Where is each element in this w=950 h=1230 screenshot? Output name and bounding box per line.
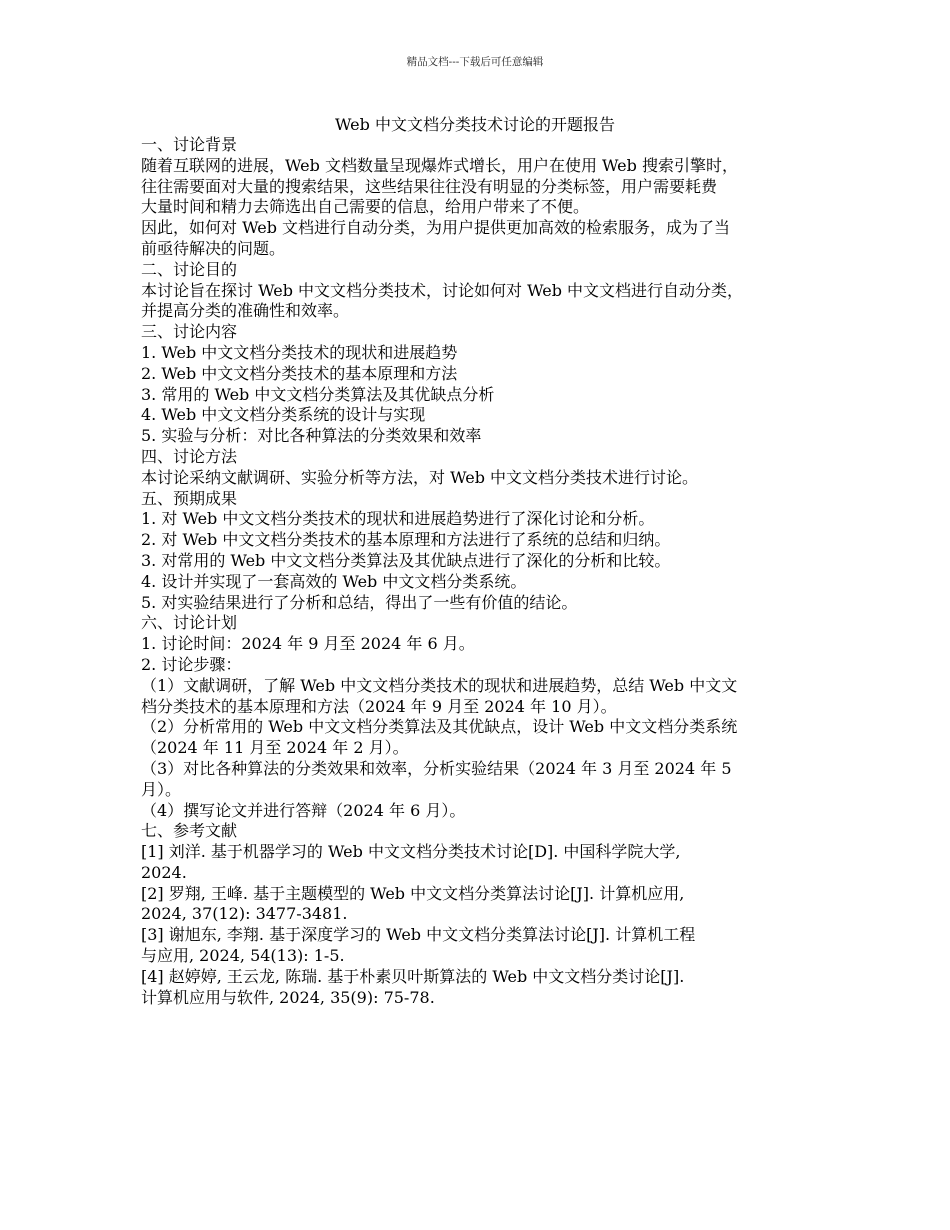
body-line: （4）撰写论文并进行答辩（2024 年 6 月）。 — [141, 800, 466, 820]
body-line: 1. Web 中文文档分类技术的现状和进展趋势 — [141, 342, 458, 362]
body-line: 四、讨论方法 — [141, 446, 238, 466]
body-line: 本讨论采纳文献调研、实验分析等方法，对 Web 中文文档分类技术进行讨论。 — [141, 467, 699, 487]
body-line: 5. 实验与分析：对比各种算法的分类效果和效率 — [141, 426, 482, 446]
body-line: [3] 谢旭东, 李翔. 基于深度学习的 Web 中文文档分类算法讨论[J]. 计算机工程 — [141, 925, 696, 945]
body-line: 二、讨论目的 — [141, 259, 238, 279]
body-line: （2）分析常用的 Web 中文文档分类算法及其优缺点，设计 Web 中文文档分类系统 — [141, 717, 738, 737]
body-line: 2024, 37(12): 3477-3481. — [141, 904, 348, 924]
body-line: （2024 年 11 月至 2024 年 2 月）。 — [141, 738, 409, 758]
body-line: （3）对比各种算法的分类效果和效率，分析实验结果（2024 年 3 月至 2024 年 5 — [141, 758, 732, 778]
body-line: 1. 讨论时间：2024 年 9 月至 2024 年 6 月。 — [141, 634, 475, 654]
body-line: 3. 对常用的 Web 中文文档分类算法及其优缺点进行了深化的分析和比较。 — [141, 550, 671, 570]
body-line: 一、讨论背景 — [141, 135, 238, 154]
body-line: 五、预期成果 — [141, 488, 238, 508]
body-line: 往往需要面对大量的搜索结果，这些结果往往没有明显的分类标签，用户需要耗费 — [141, 176, 718, 196]
body-line: 前亟待解决的问题。 — [141, 238, 286, 258]
body-line: 4. Web 中文文档分类系统的设计与实现 — [141, 405, 426, 425]
body-line: [4] 赵婷婷, 王云龙, 陈瑞. 基于朴素贝叶斯算法的 Web 中文文档分类讨论[J]. — [141, 966, 685, 986]
body-line: 三、讨论内容 — [141, 322, 238, 342]
body-line: [2] 罗翔, 王峰. 基于主题模型的 Web 中文文档分类算法讨论[J]. 计算机应用, — [141, 883, 685, 903]
body-line: 随着互联网的进展，Web 文档数量呈现爆炸式增长，用户在使用 Web 搜索引擎时， — [141, 155, 738, 175]
body-line: 2024. — [141, 862, 187, 882]
body-line: 与应用, 2024, 54(13): 1-5. — [141, 946, 345, 966]
body-line: 计算机应用与软件, 2024, 35(9): 75-78. — [141, 987, 435, 1007]
body-line: 六、讨论计划 — [141, 613, 238, 633]
body-line: （1）文献调研，了解 Web 中文文档分类技术的现状和进展趋势，总结 Web 中文文 — [141, 675, 738, 695]
body-line: 1. 对 Web 中文文档分类技术的现状和进展趋势进行了深化讨论和分析。 — [141, 509, 655, 529]
body-line: 大量时间和精力去筛选出自己需要的信息，给用户带来了不便。 — [141, 197, 590, 217]
body-line: 3. 常用的 Web 中文文档分类算法及其优缺点分析 — [141, 384, 495, 404]
body-line: [1] 刘洋. 基于机器学习的 Web 中文文档分类技术讨论[D]. 中国科学院大学, — [141, 842, 681, 862]
body-line: 并提高分类的准确性和效率。 — [141, 301, 350, 321]
body-line: 月）。 — [141, 779, 182, 799]
body-line: 2. Web 中文文档分类技术的基本原理和方法 — [141, 363, 458, 383]
document-body — [141, 135, 811, 1008]
body-line: 2. 对 Web 中文文档分类技术的基本原理和方法进行了系统的总结和归纳。 — [141, 530, 671, 550]
body-line: 七、参考文献 — [141, 821, 238, 841]
body-line: 5. 对实验结果进行了分析和总结，得出了一些有价值的结论。 — [141, 592, 578, 612]
body-line: 因此，如何对 Web 文档进行自动分类，为用户提供更加高效的检索服务，成为了当 — [141, 218, 731, 238]
document-title: Web 中文文档分类技术讨论的开题报告 — [335, 115, 615, 134]
body-line: 2. 讨论步骤： — [141, 654, 242, 674]
body-line: 4. 设计并实现了一套高效的 Web 中文文档分类系统。 — [141, 571, 527, 591]
body-line: 本讨论旨在探讨 Web 中文文档分类技术，讨论如何对 Web 中文文档进行自动分类， — [141, 280, 744, 300]
body-line: 档分类技术的基本原理和方法（2024 年 9 月至 2024 年 10 月）。 — [141, 696, 617, 716]
header-note: 精品文档---下载后可任意编辑 — [406, 56, 544, 68]
